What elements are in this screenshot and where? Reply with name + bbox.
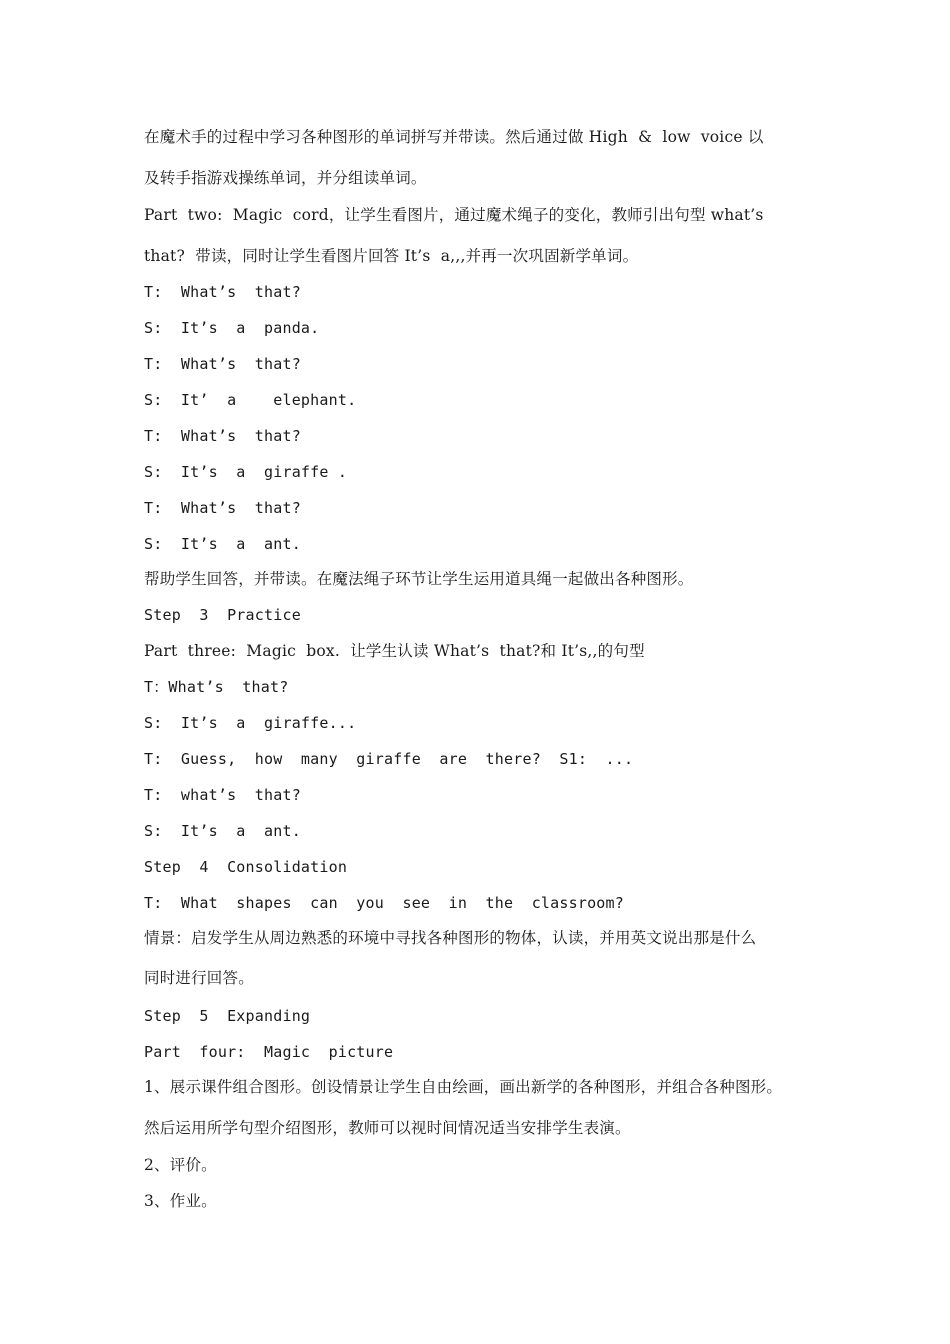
text-line: 帮助学生回答，并带读。在魔法绳子环节让学生运用道具绳一起做出各种图形。: [144, 570, 694, 588]
dialogue-line: T: what’s that?: [144, 786, 301, 804]
dialogue-line: T: What’s that?: [144, 427, 301, 445]
step-heading: Step 4 Consolidation: [144, 858, 348, 876]
list-item: 2、评价。: [144, 1156, 217, 1174]
part-heading: Part four: Magic picture: [144, 1043, 394, 1061]
dialogue-line: T: What’s that?: [144, 355, 301, 373]
dialogue-line: S: It’s a giraffe .: [144, 463, 348, 481]
text-line: Part three: Magic box. 让学生认读 What’s that?和 It’s,,的句型: [144, 642, 645, 660]
list-item: 3、作业。: [144, 1192, 217, 1210]
dialogue-line: S: It’ a elephant.: [144, 391, 357, 409]
step-heading: Step 5 Expanding: [144, 1007, 311, 1025]
dialogue-line: T: What’s that?: [144, 283, 301, 301]
dialogue-line: T: What’s that?: [144, 499, 301, 517]
list-item: 1、展示课件组合图形。创设情景让学生自由绘画，画出新学的各种图形，并组合各种图形。: [144, 1078, 783, 1096]
dialogue-line: T: What shapes can you see in the classroom?: [144, 894, 624, 912]
step-heading: Step 3 Practice: [144, 606, 301, 624]
text-line: 同时进行回答。: [144, 969, 254, 987]
dialogue-line: T: Guess, how many giraffe are there? S1: ...: [144, 750, 634, 768]
dialogue-line: S: It’s a ant.: [144, 535, 301, 553]
text-line: 然后运用所学句型介绍图形，教师可以视时间情况适当安排学生表演。: [144, 1119, 631, 1137]
dialogue-line: S: It’s a ant.: [144, 822, 301, 840]
text-line: Part two: Magic cord，让学生看图片，通过魔术绳子的变化，教师引出句型 what’s: [144, 206, 764, 224]
text-line: that? 带读，同时让学生看图片回答 It’s a,,,并再一次巩固新学单词。: [144, 247, 639, 265]
dialogue-line: S: It’s a giraffe...: [144, 714, 357, 732]
dialogue-line: T：What’s that?: [144, 678, 289, 696]
text-line: 及转手指游戏操练单词，并分组读单词。: [144, 169, 427, 187]
dialogue-line: S: It’s a panda.: [144, 319, 320, 337]
text-line: 在魔术手的过程中学习各种图形的单词拼写并带读。然后通过做 High & low voice 以: [144, 128, 764, 146]
text-line: 情景：启发学生从周边熟悉的环境中寻找各种图形的物体，认读，并用英文说出那是什么: [144, 929, 757, 947]
